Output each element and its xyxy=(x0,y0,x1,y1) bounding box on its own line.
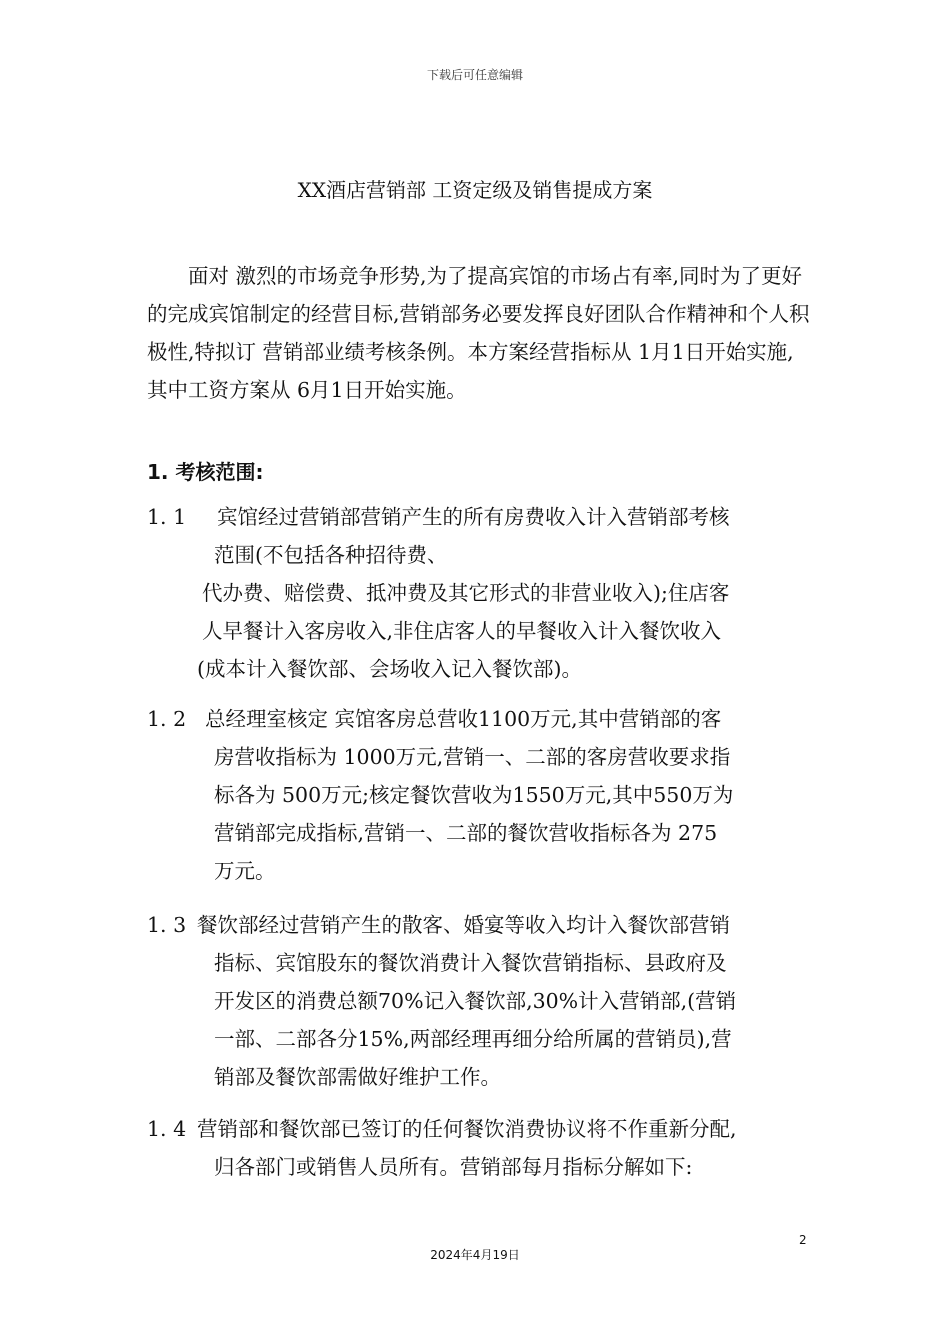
page-number: 2 xyxy=(799,1233,807,1247)
item-line: 销部及餐饮部需做好维护工作。 xyxy=(214,1065,501,1089)
page-footer-date: 2024年4月19日 xyxy=(430,1248,520,1262)
list-item-1-4 xyxy=(147,1110,827,1186)
item-line: 万元。 xyxy=(214,859,276,883)
list-item-1-3 xyxy=(147,906,827,1096)
item-number: 1. 4 xyxy=(147,1117,187,1141)
item-line: 营销部完成指标,营销一、二部的餐饮营收指标各为 275 xyxy=(214,821,718,845)
document-title: XX酒店营销部 工资定级及销售提成方案 xyxy=(297,178,653,202)
item-line: 一部、二部各分15%,两部经理再细分给所属的营销员),营 xyxy=(214,1027,732,1051)
intro-paragraph: 面对 激烈的市场竞争形势,为了提高宾馆的市场占有率,同时为了更好的完成宾馆制定的经营目标,营销部务必要发挥良好团队合作精神和个人积极性,特拟订 营销部业绩考核条例。本方案经营指标从 1月1日开始实施,其中工资方案从 6月1日开始实施。 xyxy=(147,264,810,402)
item-number: 1. 3 xyxy=(147,913,187,937)
item-number: 1. 2 xyxy=(147,707,187,731)
item-line: 指标、宾馆股东的餐饮消费计入餐饮营销指标、县政府及 xyxy=(214,951,727,975)
item-line: 开发区的消费总额70%记入餐饮部,30%计入营销部,(营销 xyxy=(214,989,737,1013)
item-line: 归各部门或销售人员所有。营销部每月指标分解如下: xyxy=(214,1155,693,1179)
item-line: 宾馆经过营销部营销产生的所有房费收入计入营销部考核 xyxy=(217,505,730,529)
item-line: 范围(不包括各种招待费、 xyxy=(214,543,448,567)
item-line: 房营收指标为 1000万元,营销一、二部的客房营收要求指 xyxy=(214,745,731,769)
item-line: 餐饮部经过营销产生的散客、婚宴等收入均计入餐饮部营销 xyxy=(197,913,730,937)
page-header: 下载后可任意编辑 xyxy=(426,68,523,82)
item-line: 营销部和餐饮部已签订的任何餐饮消费协议将不作重新分配, xyxy=(197,1117,737,1141)
item-line: (成本计入餐饮部、会场收入记入餐饮部)。 xyxy=(197,657,582,681)
item-line: 总经理室核定 宾馆客房总营收1100万元,其中营销部的客 xyxy=(205,707,722,731)
section-heading: 1. 考核范围: xyxy=(147,460,264,484)
list-item-1-1 xyxy=(147,498,827,688)
list-item-1-2 xyxy=(147,700,827,890)
item-line: 人早餐计入客房收入,非住店客人的早餐收入计入餐饮收入 xyxy=(202,619,722,643)
item-number: 1. 1 xyxy=(147,505,187,529)
item-line: 代办费、赔偿费、抵冲费及其它形式的非营业收入);住店客 xyxy=(202,581,730,605)
item-line: 标各为 500万元;核定餐饮营收为1550万元,其中550万为 xyxy=(214,783,734,807)
